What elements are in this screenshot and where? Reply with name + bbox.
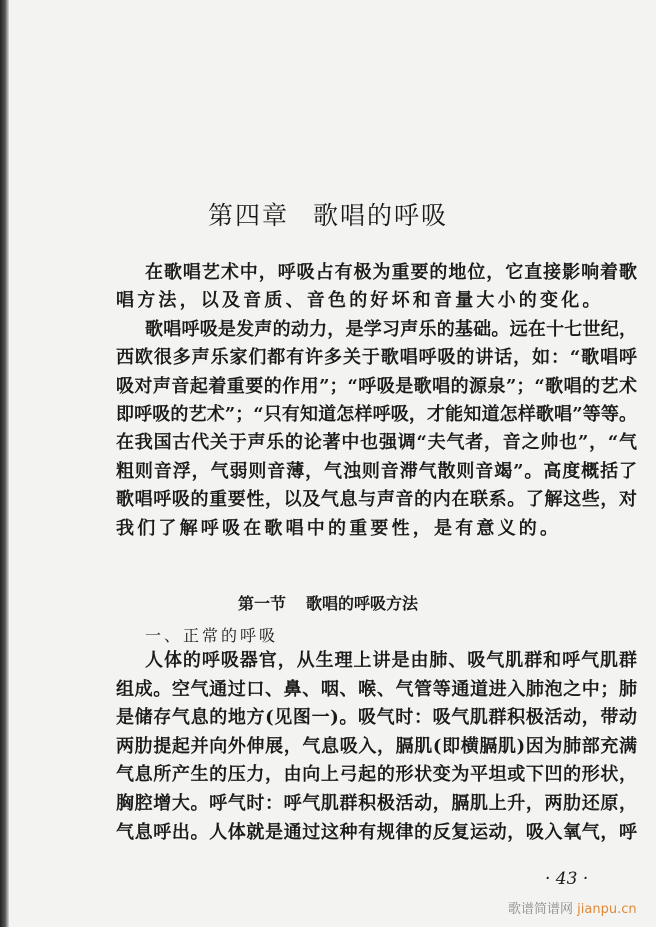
chapter-title [0,196,656,232]
text-line: 歌唱呼吸是发声的动力，是学习声乐的基础。远在十七世纪， [145,318,637,340]
subsection-heading: 一、正常的呼吸 [145,626,279,645]
watermark-cn: 歌谱简谱网 [508,902,574,917]
text-line: 是储存气息的地方(见图一)。吸气时：吸气肌群积极活动，带动 [116,707,637,729]
text-line: 粗则音浮，气弱则音薄，气浊则音滞气散则音竭”。高度概括了 [116,460,637,482]
text-line: 气息所产生的压力，由向上弓起的形状变为平坦或下凹的形状， [116,764,637,786]
chapter-number: 第四章 [207,201,289,230]
page-number: · 43 · [545,869,589,889]
watermark-en: jianpu.cn [577,902,637,917]
chapter-name: 歌唱的呼吸 [313,201,449,230]
text-line: 歌唱呼吸的重要性，以及气息与声音的内在联系。了解这些，对 [116,489,637,511]
scan-edge [0,0,9,927]
text-line: 唱方法，以及音质、音色的好坏和音量大小的变化。 [116,290,604,312]
text-line: 西欧很多声乐家们都有许多关于歌唱呼吸的讲话，如：“歌唱呼 [116,347,637,369]
text-line: 人体的呼吸器官，从生理上讲是由肺、吸气肌群和呼气肌群 [145,650,637,671]
text-line: 气息呼出。人体就是通过这种有规律的反复运动，吸入氧气，呼 [116,821,637,843]
section-heading [0,591,656,614]
text-line: 吸对声音起着重要的作用”；“呼吸是歌唱的源泉”；“歌唱的艺术 [116,375,637,397]
watermark [508,898,637,917]
text-line: 在我国古代关于声乐的论著中也强调“夫气者，音之帅也”，“气 [116,432,637,454]
text-line: 胸腔增大。呼气时：呼气肌群积极活动，膈肌上升，两肋还原， [116,793,637,814]
text-line: 组成。空气通过口、鼻、咽、喉、气管等通道进入肺泡之中；肺 [116,678,637,700]
text-line: 在歌唱艺术中，呼吸占有极为重要的地位，它直接影响着歌 [145,262,637,283]
section-number: 第一节 [237,594,286,613]
text-line: 我们了解呼吸在歌唱中的重要性，是有意义的。 [116,517,562,539]
section-title: 歌唱的呼吸方法 [306,594,419,613]
text-line: 即呼吸的艺术”；“只有知道怎样呼吸，才能知道怎样歌唱”等等。 [116,404,637,425]
text-line: 两肋提起并向外伸展，气息吸入，膈肌(即横膈肌)因为肺部充满 [116,735,637,757]
